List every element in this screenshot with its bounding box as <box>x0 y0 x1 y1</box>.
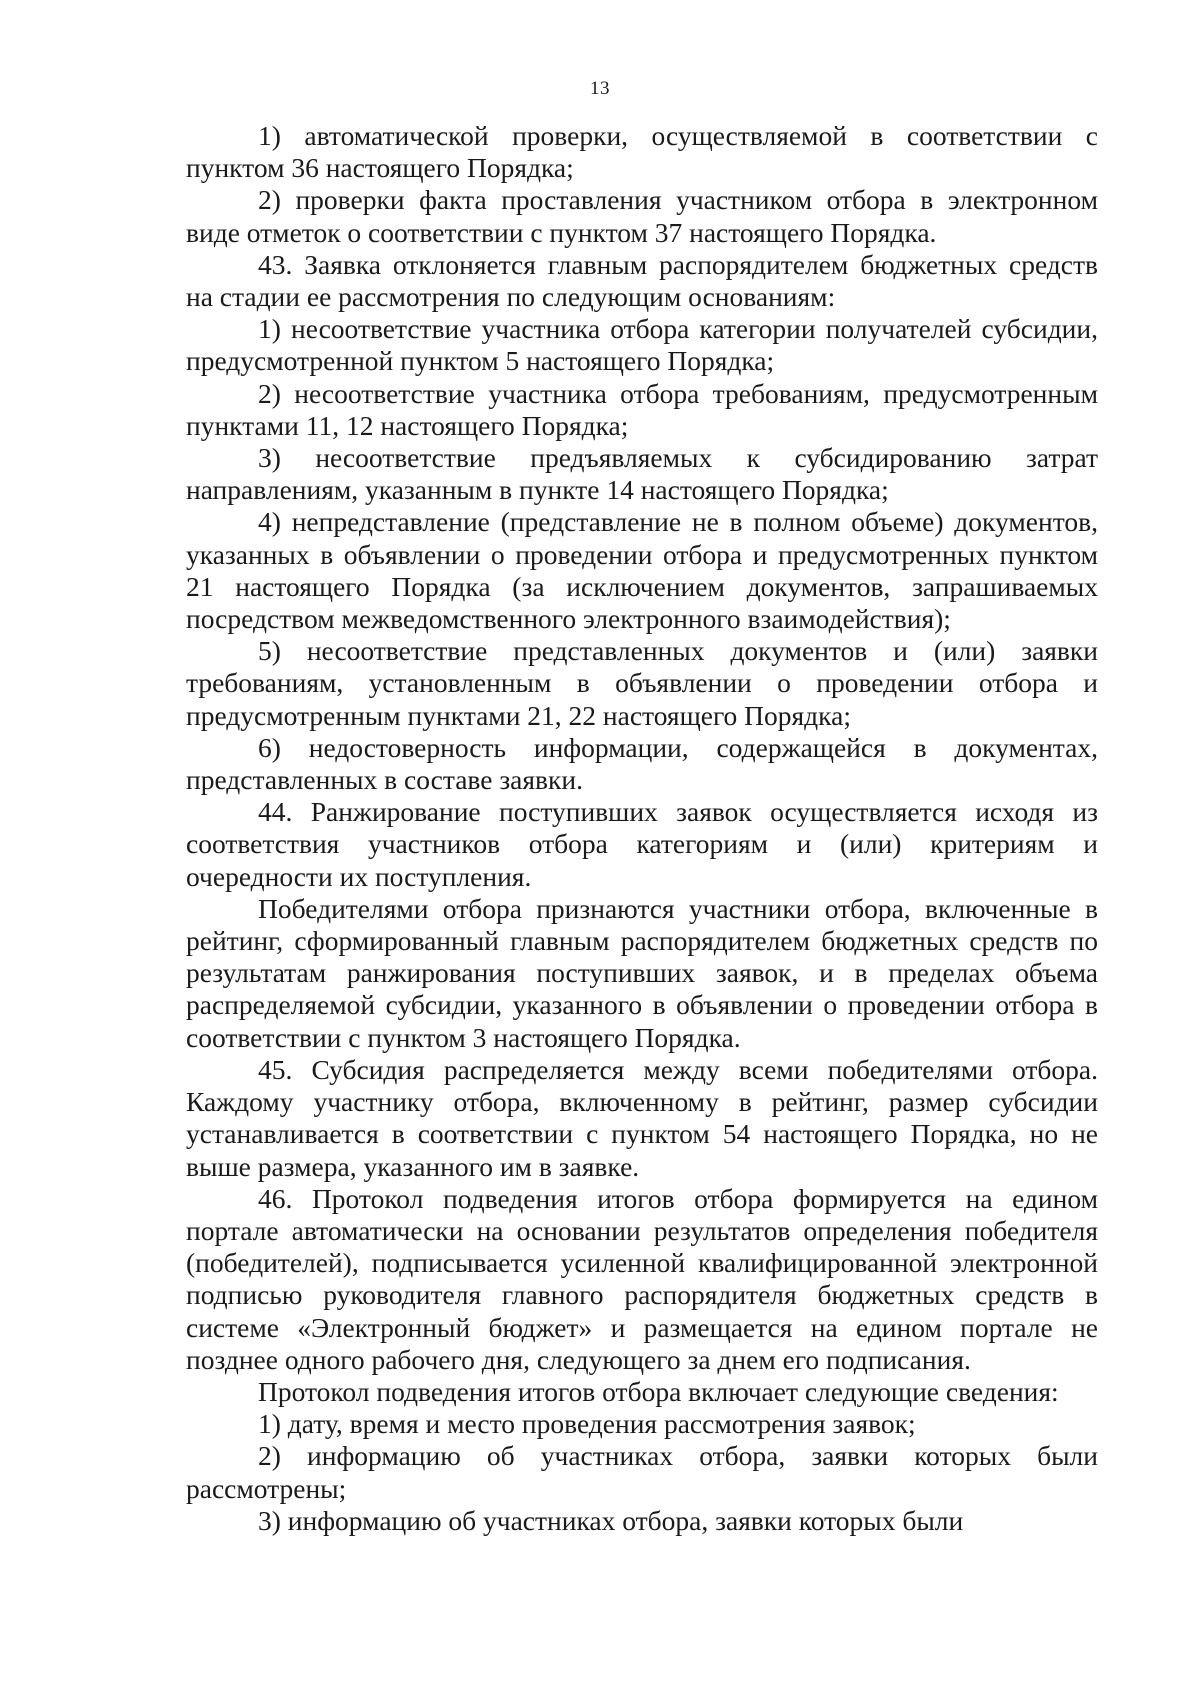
document-body <box>186 120 1098 1537</box>
paragraph-reason-5: 5) несоответствие представленных документов и (или) заявки требованиям, установленным в объявлении о проведении отбора и предусмотренным пунктами 21, 22 настоящего Порядка; <box>186 635 1098 731</box>
paragraph-protocol-item-1: 1) дату, время и место проведения рассмотрения заявок; <box>258 1408 916 1440</box>
paragraph-reason-1: 1) несоответствие участника отбора категории получателей субсидии, предусмотренной пунктом 5 настоящего Порядка; <box>186 313 1098 377</box>
paragraph-protocol-item-3: 3) информацию об участниках отбора, заявки которых были <box>258 1504 964 1536</box>
paragraph-clause-44: 44. Ранжирование поступивших заявок осуществляется исходя из соответствия участников отбора категориям и (или) критериям и очередности их поступления. <box>186 796 1098 892</box>
paragraph-clause-46: 46. Протокол подведения итогов отбора формируется на едином портале автоматически на основании результатов определения победителя (победителей), подписывается усиленной квалифицированной электронной подписью руководителя главного распорядителя бюджетных средств в системе «Электронный бюджет» и размещается на едином портале не позднее одного рабочего дня, следующего за днем его подписания. <box>186 1182 1098 1375</box>
paragraph-protocol-contents: Протокол подведения итогов отбора включает следующие сведения: <box>258 1375 1059 1407</box>
page-number: 13 <box>590 78 610 99</box>
paragraph-reason-3: 3) несоответствие предъявляемых к субсидированию затрат направлениям, указанным в пункте 14 настоящего Порядка; <box>186 442 1098 506</box>
paragraph-clause-45: 45. Субсидия распределяется между всеми победителями отбора. Каждому участнику отбора, включенному в рейтинг, размер субсидии устанавливается в соответствии с пунктом 54 настоящего Порядка, но не выше размера, указанного им в заявке. <box>186 1053 1098 1182</box>
paragraph-clause-43: 43. Заявка отклоняется главным распорядителем бюджетных средств на стадии ее рассмотрения по следующим основаниям: <box>186 248 1098 313</box>
paragraph-reason-6: 6) недостоверность информации, содержащейся в документах, представленных в составе заявки. <box>186 731 1098 796</box>
paragraph-reason-2: 2) несоответствие участника отбора требованиям, предусмотренным пунктами 11, 12 настоящего Порядка; <box>186 377 1098 441</box>
paragraph-item-1-auto-check: 1) автоматической проверки, осуществляемой в соответствии с пунктом 36 настоящего Порядка; <box>186 120 1098 184</box>
paragraph-protocol-item-2: 2) информацию об участниках отбора, заявки которых были рассмотрены; <box>186 1440 1098 1504</box>
paragraph-reason-4: 4) непредставление (представление не в полном объеме) документов, указанных в объявлении о проведении отбора и предусмотренных пунктом 21 настоящего Порядка (за исключением документов, запрашиваемых посредством межведомственного электронного взаимодействия); <box>186 506 1098 635</box>
paragraph-item-2-marks-check: 2) проверки факта проставления участником отбора в электронном виде отметок о соответствии с пунктом 37 настоящего Порядка. <box>186 184 1098 248</box>
paragraph-winners: Победителями отбора признаются участники отбора, включенные в рейтинг, сформированный главным распорядителем бюджетных средств по результатам ранжирования поступивших заявок, и в пределах объема распределяемой субсидии, указанного в объявлении о проведении отбора в соответствии с пунктом 3 настоящего Порядка. <box>186 892 1098 1053</box>
